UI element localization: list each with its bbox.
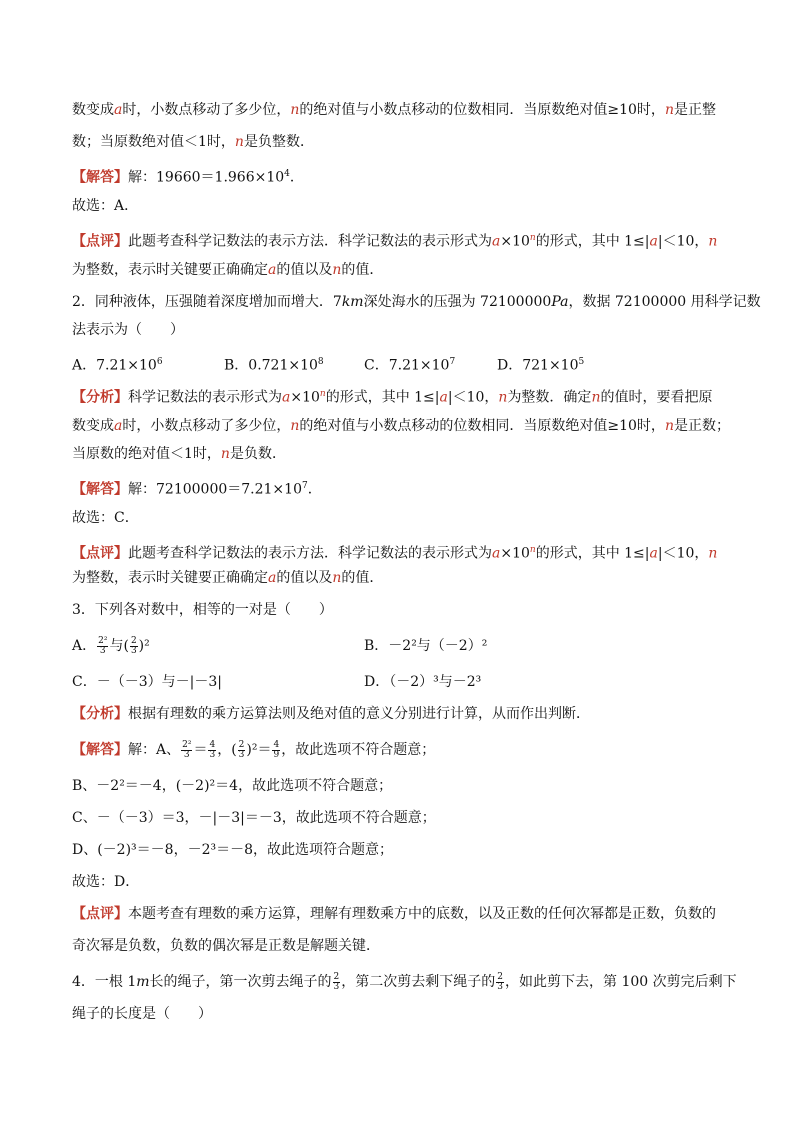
answer-q3-a: 【解答】解：A、 $\frac{\text{2²}}{3}$ ＝ $\frac{4}{3}$ ，( $\frac{2}{3}$ )²＝ $\frac{4}{9}$ ，故此选项不符合题意； (72, 739, 436, 760)
question-2-line-1 (72, 292, 761, 312)
question-4-line-2: 绳子的长度是（ ） (72, 1006, 212, 1022)
question-2-line-2 (72, 320, 754, 340)
answer-tag: 【解答】 (72, 169, 128, 186)
text: 是负整数． (243, 134, 314, 150)
text: 的形式，其中 1≤| (535, 233, 650, 250)
answer-q3-d: D、(－2)³＝－8，－2³＝－8，故此选项符合题意； (72, 842, 394, 858)
option-c: C．$7.21\times 10^7$ (364, 357, 456, 374)
comment-q3-1: 【点评】本题考查有理数的乘方运算，理解有理数乘方中的底数，以及正数的任何次幂都是正数，负数的 (72, 906, 716, 922)
text: 2．同种液体，压强随着深度增加而增大．7 (72, 294, 342, 310)
choose-line-q2: 故选：C． (72, 510, 139, 526)
comment-line-q1-2 (72, 260, 754, 280)
var-n: n (234, 134, 244, 150)
answer-line-q2: 【解答】解：$72100000=7.21\times 10^7$． (72, 481, 322, 498)
var-a: a (649, 233, 658, 250)
var-n: n (332, 262, 342, 278)
var-a: a (492, 233, 501, 250)
option-c: C．－（－3）与－|－3| (72, 674, 222, 690)
text: 时，小数点移动了多少位， (122, 102, 291, 118)
answer-q3-b: B、－2²＝－4，(－2)²＝4，故此选项不符合题意； (72, 778, 393, 794)
analysis-line-1 (72, 100, 754, 120)
text: 故选：A． (72, 198, 139, 214)
text: ． (289, 169, 304, 186)
unit-pa: Pa (551, 294, 569, 310)
var-a: a (268, 262, 277, 278)
option-a: A．$7.21\times 10^6$ (72, 357, 163, 374)
option-b: B．$0.721\times 10^8$ (224, 357, 324, 374)
var-n: n (708, 233, 718, 250)
analysis-tag: 【分析】 (72, 389, 128, 406)
comment-tag: 【点评】 (72, 233, 128, 250)
var-n: n (529, 233, 536, 243)
text: 深处海水的压强为 72100000 (363, 294, 552, 310)
text: 的值以及 (276, 262, 333, 278)
option-b: B．－2²与（－2）² (364, 638, 488, 654)
text: ，数据 72100000 用科学记数 (568, 294, 761, 310)
text: 是正整 (673, 102, 716, 118)
question-3-stem: 3．下列各对数中，相等的一对是（ ） (72, 602, 333, 618)
text: 数；当原数绝对值＜1时， (72, 134, 235, 150)
answer-line-q1 (72, 164, 754, 188)
text: 解：19660＝1.966×10 (128, 169, 285, 186)
text: 此题考查科学记数法的表示方法．科学记数法的表示形式为 (128, 233, 492, 250)
text: 的值． (341, 262, 384, 278)
var-n: n (290, 102, 300, 118)
text: 数变成 (72, 102, 114, 118)
text: 为整数，表示时关键要正确确定 (72, 262, 268, 278)
question-4-line-1: 4．一根 1m长的绳子，第一次剪去绳子的 $\frac{2}{3}$ ，第二次剪去剩下绳子的 $\frac{2}{3}$ ，如此剪下去，第 100 次剪完后剩下 (72, 971, 737, 992)
comment-line-q2-2: 为整数，表示时关键要正确确定a的值以及n的值． (72, 570, 384, 586)
exponent: 4 (284, 169, 290, 179)
option-d: D．（－2）³与－2³ (364, 674, 482, 690)
option-d: D．$721\times 10^5$ (497, 357, 585, 374)
text: |＜10， (657, 233, 709, 250)
analysis-q2-line-2: 数变成a时，小数点移动了多少位，n的绝对值与小数点移动的位数相同．当原数绝对值≥10时，n是正数； (72, 418, 730, 434)
option-a: A． $\frac{\text{2²}}{3}$ 与( $\frac{2}{3}$ )² (72, 635, 150, 656)
var-a: a (114, 102, 123, 118)
analysis-q2-line-1: 【分析】科学记数法的表示形式为$a\times 10^n$的形式，其中 1≤|a|＜10，n为整数．确定n的值时，要看把原 (72, 389, 713, 406)
unit-km: km (341, 294, 364, 310)
comment-line-q2-1: 【点评】此题考查科学记数法的表示方法．科学记数法的表示形式为$a\times 10^n$的形式，其中 1≤|a|＜10，n (72, 545, 718, 562)
comment-line-q1-1 (72, 228, 754, 252)
choose-line-q3: 故选：D． (72, 874, 140, 890)
comment-q3-2: 奇次幂是负数，负数的偶次幂是正数是解题关键． (72, 938, 380, 954)
answer-q3-c: C、－（－3）＝3，－|－3|＝－3，故此选项不符合题意； (72, 810, 436, 826)
text: 的绝对值与小数点移动的位数相同．当原数绝对值≥10时， (299, 102, 665, 118)
text: ×10 (500, 233, 530, 250)
text: 法表示为（ ） (72, 322, 184, 338)
analysis-q2-line-3: 当原数的绝对值＜1时，n是负数． (72, 446, 286, 462)
analysis-q3: 【分析】根据有理数的乘方运算法则及绝对值的意义分别进行计算，从而作出判断． (72, 706, 590, 722)
choose-line-q1 (72, 196, 754, 216)
analysis-line-2 (72, 132, 754, 152)
var-n: n (664, 102, 674, 118)
